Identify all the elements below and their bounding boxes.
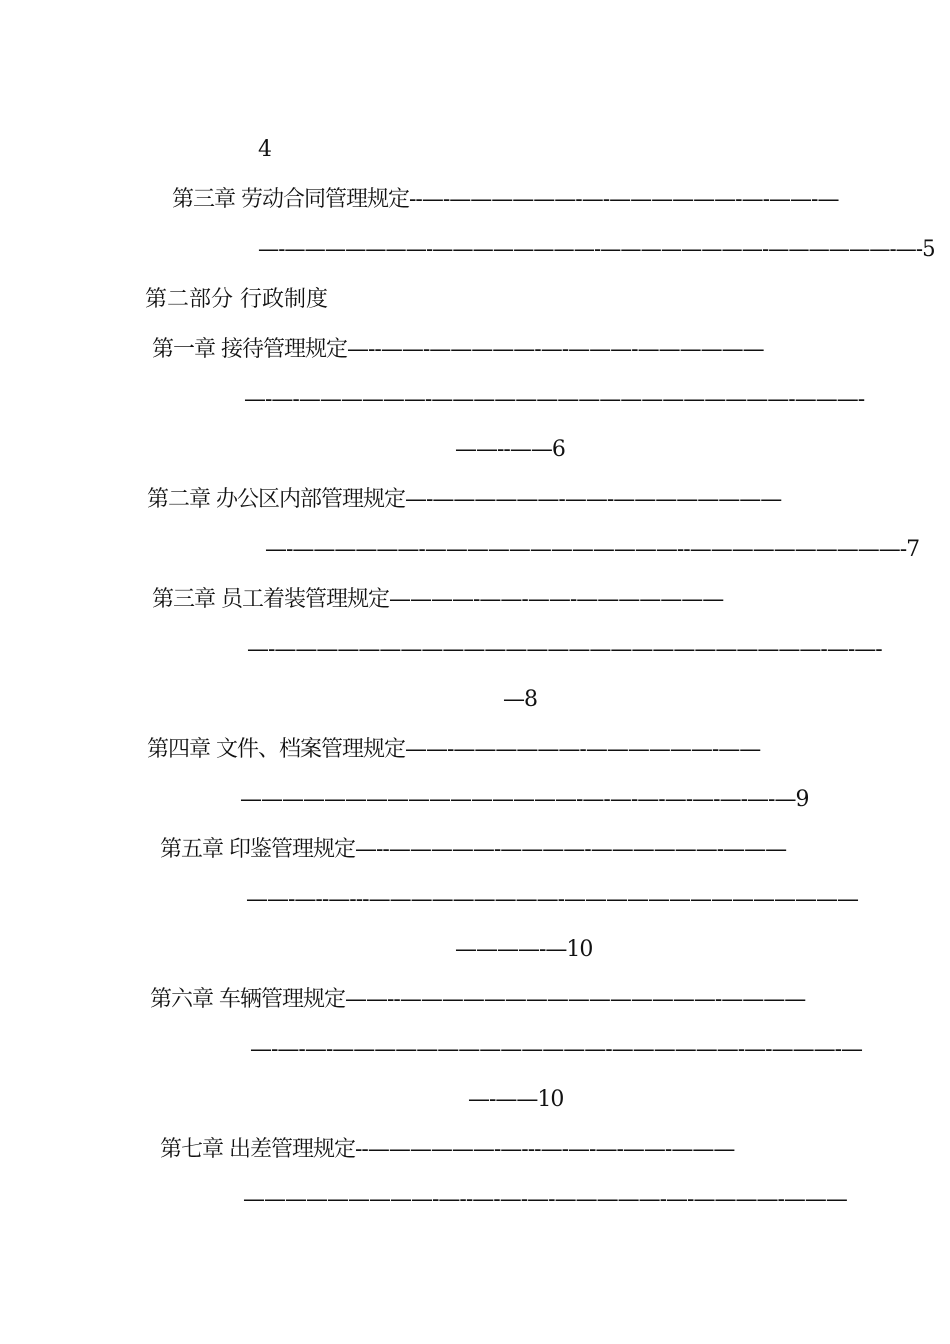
- toc-leader-line: —-———————-————————-————————-——————-—-5: [258, 237, 935, 262]
- toc-entry-office-area: 第二章 办公区内部管理规定—-——————-——-————————: [147, 487, 782, 512]
- toc-leader-line: —-—-——————-—————————————————-———-: [244, 387, 865, 412]
- toc-leader-line: ——--——6: [455, 437, 565, 462]
- toc-leader-line: —8: [503, 687, 537, 712]
- toc-entry-seals: 第五章 印鉴管理规定—--—————-————-——————-———: [160, 837, 787, 862]
- toc-entry-business-trip: 第七章 出差管理规定--——————-—---—-—-—-——-———: [160, 1137, 735, 1162]
- toc-leader-line: —-——————-————————————--——————————-7: [265, 537, 920, 562]
- toc-entry-vehicles: 第六章 车辆管理规定——--———————————————-————: [150, 987, 806, 1012]
- toc-leader-line: —-——————————————————————————-—-—-: [247, 637, 882, 662]
- toc-page-number: 4: [258, 137, 272, 162]
- toc-leader-line: —-—-—-—————————————-——————-—-———-—: [250, 1037, 863, 1062]
- toc-entry-labor-contract: 第三章 劳动合同管理规定--—-——————-—-——————-—-——-—: [172, 187, 839, 212]
- toc-part-heading: 第二部分 行政制度: [145, 287, 328, 312]
- toc-entry-dress-code: 第三章 员工着装管理规定————-——-——-———————: [152, 587, 724, 612]
- toc-leader-line: —————————-—--—-—-—-—————-—-————-———: [243, 1187, 847, 1212]
- toc-entry-documents-archives: 第四章 文件、档案管理规定——-——————-——————-——: [147, 737, 761, 762]
- toc-entry-reception: 第一章 接待管理规定—--——-—————-—-———-——————: [152, 337, 764, 362]
- toc-leader-line: ——-—--—---—————————-——————————————: [246, 887, 859, 912]
- toc-leader-line: ————————————————-—-—-—-—-—-—-—-—9: [240, 787, 809, 812]
- toc-leader-line: —-——10: [468, 1087, 564, 1112]
- toc-leader-line: ————-—10: [455, 937, 593, 962]
